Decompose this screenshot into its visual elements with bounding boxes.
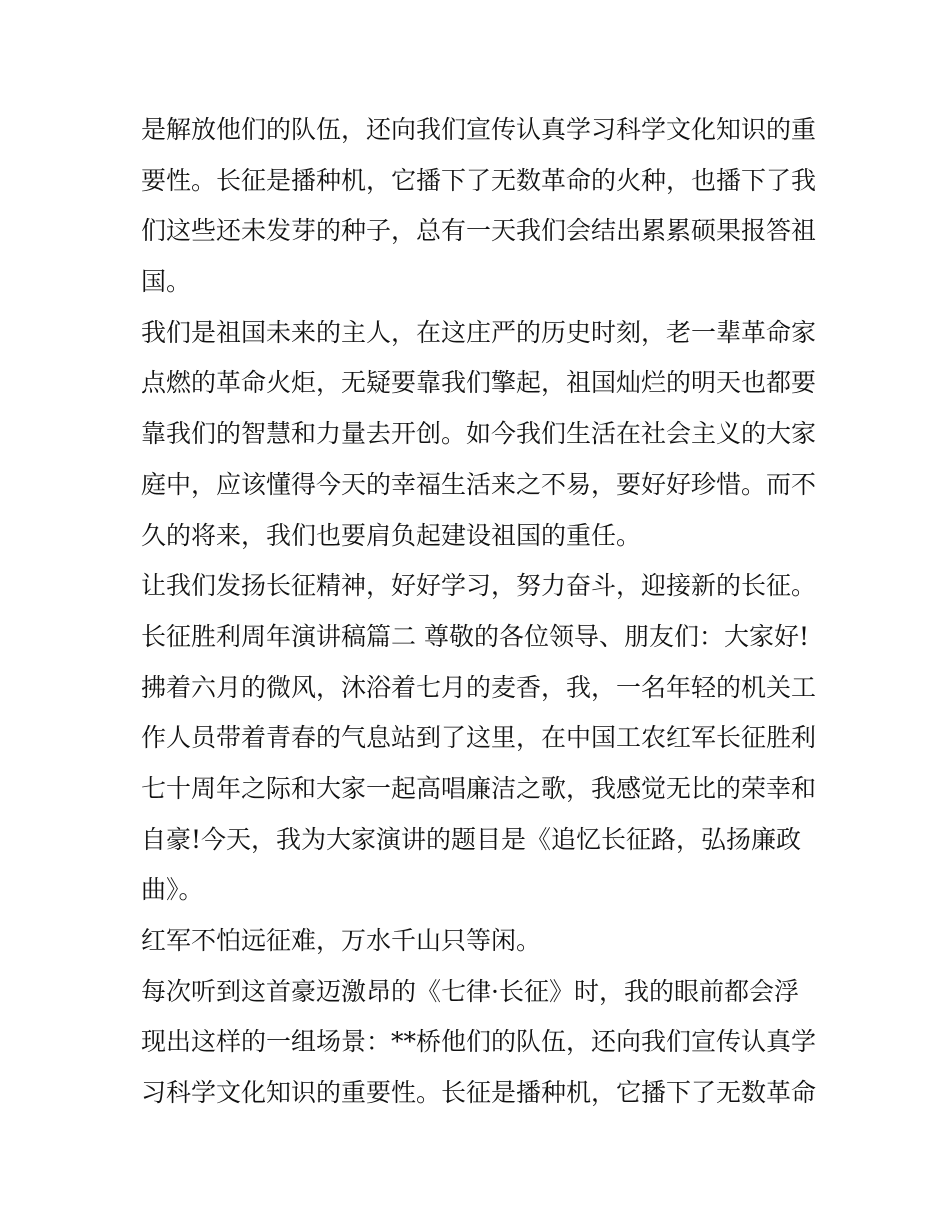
body-text (141, 105, 831, 1119)
text-line: 要性。长征是播种机，它播下了无数革命的火种，也播下了我 (141, 165, 817, 195)
text-line: 庭中，应该懂得今天的幸福生活来之不易，要好好珍惜。而不 (141, 469, 817, 499)
text-line: 点燃的革命火炬，无疑要靠我们擎起，祖国灿烂的明天也都要 (141, 368, 817, 398)
text-line: 长征胜利周年演讲稿篇二 尊敬的各位领导、朋友们：大家好! (141, 621, 809, 651)
text-line: 曲》。 (141, 875, 204, 905)
text-line: 每次听到这首豪迈激昂的《七律·长征》时，我的眼前都会浮 (141, 976, 799, 1006)
text-line: 七十周年之际和大家一起高唱廉洁之歌，我感觉无比的荣幸和 (141, 773, 817, 803)
text-line: 国。 (141, 267, 192, 297)
text-line: 自豪!今天，我为大家演讲的题目是《追忆长征路，弘扬廉政 (141, 824, 802, 854)
text-line: 让我们发扬长征精神，好好学习，努力奋斗，迎接新的长征。 (141, 571, 817, 601)
text-line: 是解放他们的队伍，还向我们宣传认真学习科学文化知识的重 (141, 115, 817, 144)
text-line: 习科学文化知识的重要性。长征是播种机，它播下了无数革命 (141, 1078, 817, 1108)
text-line: 现出这样的一组场景：**桥他们的队伍，还向我们宣传认真学 (141, 1027, 817, 1057)
text-line: 红军不怕远征难，万水千山只等闲。 (141, 926, 542, 955)
text-line: 作人员带着青春的气息站到了这里，在中国工农红军长征胜利 (141, 723, 817, 753)
text-line: 我们是祖国未来的主人，在这庄严的历史时刻，老一辈革命家 (141, 317, 817, 347)
text-line: 久的将来，我们也要肩负起建设祖国的重任。 (141, 520, 642, 550)
text-line: 拂着六月的微风，沐浴着七月的麦香，我，一名年轻的机关工 (141, 672, 817, 702)
text-line: 们这些还未发芽的种子，总有一天我们会结出累累硕果报答祖 (141, 216, 817, 246)
text-line: 靠我们的智慧和力量去开创。如今我们生活在社会主义的大家 (141, 419, 817, 449)
